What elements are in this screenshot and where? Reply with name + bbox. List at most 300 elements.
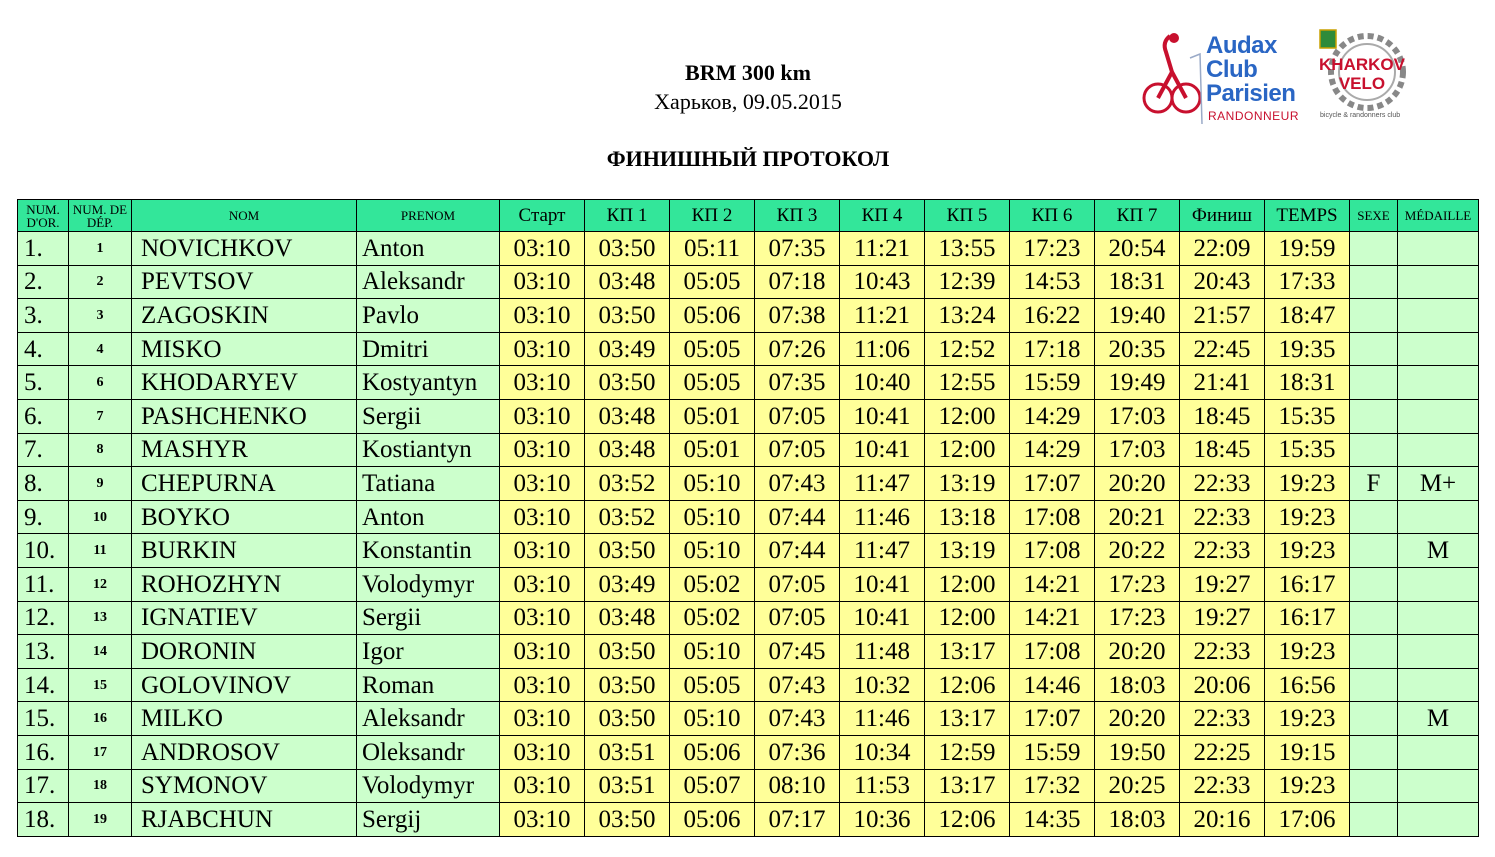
cell-medaille bbox=[1398, 567, 1479, 601]
document-header bbox=[0, 0, 1495, 195]
cell-kp3: 07:17 bbox=[755, 803, 840, 837]
cell-kp2: 05:10 bbox=[670, 534, 755, 568]
cell-kp4: 10:32 bbox=[840, 668, 925, 702]
cell-temps: 19:23 bbox=[1265, 500, 1350, 534]
acp-word-parisien: Parisien bbox=[1206, 80, 1296, 107]
cell-kp2: 05:05 bbox=[670, 366, 755, 400]
table-row bbox=[18, 467, 1479, 501]
cell-kp6: 17:08 bbox=[1010, 635, 1095, 669]
cell-dep: 16 bbox=[69, 702, 132, 736]
cell-ord: 12. bbox=[18, 601, 69, 635]
cell-sexe bbox=[1350, 399, 1398, 433]
cell-start: 03:10 bbox=[500, 534, 585, 568]
cell-temps: 16:17 bbox=[1265, 601, 1350, 635]
cell-dep: 10 bbox=[69, 500, 132, 534]
cell-kp1: 03:48 bbox=[585, 433, 670, 467]
cell-nom: MILKO bbox=[132, 702, 357, 736]
cell-kp5: 12:06 bbox=[925, 668, 1010, 702]
cell-kp3: 07:05 bbox=[755, 399, 840, 433]
cell-kp1: 03:48 bbox=[585, 399, 670, 433]
protocol-title: ФИНИШНЫЙ ПРОТОКОЛ bbox=[606, 146, 890, 171]
cell-kp1: 03:50 bbox=[585, 702, 670, 736]
col-header-kp2: КП 2 bbox=[670, 200, 755, 232]
cell-dep: 2 bbox=[69, 265, 132, 299]
kv-word-velo: VELO bbox=[1338, 74, 1386, 93]
cell-prenom: Konstantin bbox=[357, 534, 500, 568]
cell-ord: 17. bbox=[18, 769, 69, 803]
cell-prenom: Aleksandr bbox=[357, 702, 500, 736]
cell-kp7: 20:54 bbox=[1095, 232, 1180, 266]
cell-sexe bbox=[1350, 601, 1398, 635]
table-row bbox=[18, 534, 1479, 568]
cell-kp7: 18:03 bbox=[1095, 803, 1180, 837]
cell-prenom: Volodymyr bbox=[357, 567, 500, 601]
cell-kp3: 07:18 bbox=[755, 265, 840, 299]
cell-sexe bbox=[1350, 232, 1398, 266]
table-row bbox=[18, 366, 1479, 400]
cell-kp2: 05:10 bbox=[670, 500, 755, 534]
cell-temps: 19:23 bbox=[1265, 534, 1350, 568]
cell-ord: 11. bbox=[18, 567, 69, 601]
cell-finish: 21:41 bbox=[1180, 366, 1265, 400]
cell-prenom: Volodymyr bbox=[357, 769, 500, 803]
table-row bbox=[18, 332, 1479, 366]
cell-sexe bbox=[1350, 803, 1398, 837]
cell-temps: 19:23 bbox=[1265, 467, 1350, 501]
cell-nom: DORONIN bbox=[132, 635, 357, 669]
cell-start: 03:10 bbox=[500, 803, 585, 837]
cell-kp4: 10:41 bbox=[840, 399, 925, 433]
cell-kp5: 12:59 bbox=[925, 735, 1010, 769]
cell-temps: 16:56 bbox=[1265, 668, 1350, 702]
table-row bbox=[18, 769, 1479, 803]
col-header-kp6: КП 6 bbox=[1010, 200, 1095, 232]
cell-kp1: 03:51 bbox=[585, 769, 670, 803]
cell-kp2: 05:01 bbox=[670, 399, 755, 433]
cell-kp1: 03:50 bbox=[585, 534, 670, 568]
event-title: BRM 300 km bbox=[685, 60, 811, 85]
cell-kp3: 07:43 bbox=[755, 467, 840, 501]
cell-dep: 8 bbox=[69, 433, 132, 467]
cell-kp2: 05:02 bbox=[670, 567, 755, 601]
cell-dep: 14 bbox=[69, 635, 132, 669]
cell-kp1: 03:49 bbox=[585, 567, 670, 601]
cell-kp5: 13:24 bbox=[925, 299, 1010, 333]
cell-temps: 19:23 bbox=[1265, 769, 1350, 803]
cell-start: 03:10 bbox=[500, 332, 585, 366]
table-header-row bbox=[18, 200, 1479, 232]
cell-kp6: 14:21 bbox=[1010, 601, 1095, 635]
cell-nom: GOLOVINOV bbox=[132, 668, 357, 702]
cell-medaille bbox=[1398, 399, 1479, 433]
cell-medaille bbox=[1398, 735, 1479, 769]
cell-start: 03:10 bbox=[500, 232, 585, 266]
cell-kp5: 12:00 bbox=[925, 399, 1010, 433]
table-row bbox=[18, 702, 1479, 736]
cell-kp1: 03:52 bbox=[585, 500, 670, 534]
cell-start: 03:10 bbox=[500, 635, 585, 669]
cell-medaille bbox=[1398, 500, 1479, 534]
cell-kp2: 05:02 bbox=[670, 601, 755, 635]
cell-nom: MISKO bbox=[132, 332, 357, 366]
cell-start: 03:10 bbox=[500, 467, 585, 501]
cell-kp4: 11:46 bbox=[840, 500, 925, 534]
table-row bbox=[18, 500, 1479, 534]
cell-kp2: 05:05 bbox=[670, 265, 755, 299]
cell-kp4: 10:36 bbox=[840, 803, 925, 837]
cell-finish: 22:33 bbox=[1180, 702, 1265, 736]
cell-ord: 8. bbox=[18, 467, 69, 501]
cell-prenom: Sergii bbox=[357, 399, 500, 433]
cell-kp3: 07:05 bbox=[755, 567, 840, 601]
cell-kp2: 05:10 bbox=[670, 702, 755, 736]
cell-kp7: 20:35 bbox=[1095, 332, 1180, 366]
col-header-kp3: КП 3 bbox=[755, 200, 840, 232]
table-row bbox=[18, 433, 1479, 467]
cell-finish: 20:06 bbox=[1180, 668, 1265, 702]
cell-kp5: 13:19 bbox=[925, 534, 1010, 568]
cell-prenom: Aleksandr bbox=[357, 265, 500, 299]
cell-nom: NOVICHKOV bbox=[132, 232, 357, 266]
cell-prenom: Dmitri bbox=[357, 332, 500, 366]
cell-nom: PASHCHENKO bbox=[132, 399, 357, 433]
cell-dep: 17 bbox=[69, 735, 132, 769]
cell-finish: 19:27 bbox=[1180, 601, 1265, 635]
cell-start: 03:10 bbox=[500, 265, 585, 299]
cell-medaille bbox=[1398, 232, 1479, 266]
cell-finish: 22:33 bbox=[1180, 500, 1265, 534]
cell-kp2: 05:07 bbox=[670, 769, 755, 803]
cell-sexe: F bbox=[1350, 467, 1398, 501]
cell-ord: 13. bbox=[18, 635, 69, 669]
cell-medaille bbox=[1398, 769, 1479, 803]
col-header-num-dep: NUM. DE DÉP. bbox=[69, 200, 132, 232]
cell-kp7: 19:40 bbox=[1095, 299, 1180, 333]
cell-dep: 18 bbox=[69, 769, 132, 803]
col-header-sexe: SEXE bbox=[1350, 200, 1398, 232]
cell-start: 03:10 bbox=[500, 769, 585, 803]
cell-kp4: 11:48 bbox=[840, 635, 925, 669]
cell-kp2: 05:05 bbox=[670, 668, 755, 702]
cell-kp6: 15:59 bbox=[1010, 735, 1095, 769]
cell-kp7: 17:23 bbox=[1095, 567, 1180, 601]
cell-kp2: 05:05 bbox=[670, 332, 755, 366]
cell-finish: 21:57 bbox=[1180, 299, 1265, 333]
cell-temps: 19:23 bbox=[1265, 635, 1350, 669]
cell-kp6: 16:22 bbox=[1010, 299, 1095, 333]
cell-kp3: 07:45 bbox=[755, 635, 840, 669]
cell-kp3: 07:43 bbox=[755, 702, 840, 736]
cell-ord: 14. bbox=[18, 668, 69, 702]
cell-ord: 6. bbox=[18, 399, 69, 433]
cell-kp5: 12:00 bbox=[925, 433, 1010, 467]
cell-kp7: 20:20 bbox=[1095, 467, 1180, 501]
cell-prenom: Sergii bbox=[357, 601, 500, 635]
cell-kp7: 20:20 bbox=[1095, 702, 1180, 736]
cell-start: 03:10 bbox=[500, 702, 585, 736]
cell-sexe bbox=[1350, 702, 1398, 736]
kv-word-kharkov: KHARKOV bbox=[1319, 55, 1405, 74]
cell-ord: 2. bbox=[18, 265, 69, 299]
cell-kp7: 20:22 bbox=[1095, 534, 1180, 568]
cell-finish: 18:45 bbox=[1180, 399, 1265, 433]
col-header-kp4: КП 4 bbox=[840, 200, 925, 232]
table-row bbox=[18, 399, 1479, 433]
cell-nom: MASHYR bbox=[132, 433, 357, 467]
cell-sexe bbox=[1350, 433, 1398, 467]
cell-finish: 22:33 bbox=[1180, 467, 1265, 501]
cell-finish: 20:16 bbox=[1180, 803, 1265, 837]
cell-prenom: Tatiana bbox=[357, 467, 500, 501]
cyclist-icon bbox=[1140, 28, 1210, 128]
cell-finish: 20:43 bbox=[1180, 265, 1265, 299]
cell-kp6: 14:29 bbox=[1010, 399, 1095, 433]
col-header-kp1: КП 1 bbox=[585, 200, 670, 232]
cell-finish: 22:33 bbox=[1180, 534, 1265, 568]
cell-sexe bbox=[1350, 567, 1398, 601]
cell-ord: 16. bbox=[18, 735, 69, 769]
kharkov-velo-logo bbox=[1312, 26, 1412, 126]
cell-kp3: 07:05 bbox=[755, 601, 840, 635]
cell-temps: 18:31 bbox=[1265, 366, 1350, 400]
cell-temps: 19:23 bbox=[1265, 702, 1350, 736]
audax-club-parisien-logo bbox=[1140, 28, 1310, 128]
cell-medaille bbox=[1398, 433, 1479, 467]
cell-medaille: M bbox=[1398, 534, 1479, 568]
table-row bbox=[18, 803, 1479, 837]
cell-kp5: 13:17 bbox=[925, 702, 1010, 736]
table-row bbox=[18, 265, 1479, 299]
cell-kp6: 17:32 bbox=[1010, 769, 1095, 803]
cell-start: 03:10 bbox=[500, 299, 585, 333]
cell-sexe bbox=[1350, 635, 1398, 669]
cell-medaille bbox=[1398, 601, 1479, 635]
cell-temps: 19:15 bbox=[1265, 735, 1350, 769]
cell-medaille bbox=[1398, 332, 1479, 366]
cell-kp2: 05:01 bbox=[670, 433, 755, 467]
cell-finish: 18:45 bbox=[1180, 433, 1265, 467]
cell-start: 03:10 bbox=[500, 601, 585, 635]
cell-kp6: 17:18 bbox=[1010, 332, 1095, 366]
cell-start: 03:10 bbox=[500, 567, 585, 601]
cell-kp5: 12:55 bbox=[925, 366, 1010, 400]
cell-medaille bbox=[1398, 366, 1479, 400]
cell-kp1: 03:51 bbox=[585, 735, 670, 769]
cell-finish: 22:09 bbox=[1180, 232, 1265, 266]
cell-kp4: 10:41 bbox=[840, 601, 925, 635]
cell-dep: 9 bbox=[69, 467, 132, 501]
cell-medaille: M+ bbox=[1398, 467, 1479, 501]
cell-sexe bbox=[1350, 299, 1398, 333]
table-row bbox=[18, 668, 1479, 702]
cell-kp6: 14:29 bbox=[1010, 433, 1095, 467]
cell-kp5: 12:00 bbox=[925, 567, 1010, 601]
cell-nom: KHODARYEV bbox=[132, 366, 357, 400]
cell-kp7: 17:23 bbox=[1095, 601, 1180, 635]
cell-kp4: 11:53 bbox=[840, 769, 925, 803]
cell-nom: BURKIN bbox=[132, 534, 357, 568]
cell-kp3: 07:44 bbox=[755, 500, 840, 534]
cell-kp5: 12:06 bbox=[925, 803, 1010, 837]
cell-nom: BOYKO bbox=[132, 500, 357, 534]
col-header-kp5: КП 5 bbox=[925, 200, 1010, 232]
cell-kp6: 17:08 bbox=[1010, 534, 1095, 568]
cell-kp6: 15:59 bbox=[1010, 366, 1095, 400]
cell-kp1: 03:50 bbox=[585, 635, 670, 669]
cell-kp3: 07:05 bbox=[755, 433, 840, 467]
cell-dep: 15 bbox=[69, 668, 132, 702]
cell-nom: ANDROSOV bbox=[132, 735, 357, 769]
place-date: Харьков, 09.05.2015 bbox=[654, 89, 842, 114]
cell-kp3: 07:44 bbox=[755, 534, 840, 568]
cell-kp2: 05:10 bbox=[670, 635, 755, 669]
cell-prenom: Anton bbox=[357, 500, 500, 534]
cell-dep: 19 bbox=[69, 803, 132, 837]
table-row bbox=[18, 299, 1479, 333]
cell-ord: 1. bbox=[18, 232, 69, 266]
cell-sexe bbox=[1350, 769, 1398, 803]
cell-ord: 10. bbox=[18, 534, 69, 568]
cell-ord: 9. bbox=[18, 500, 69, 534]
cell-kp2: 05:06 bbox=[670, 803, 755, 837]
cell-kp6: 14:35 bbox=[1010, 803, 1095, 837]
cell-dep: 1 bbox=[69, 232, 132, 266]
cell-kp4: 10:34 bbox=[840, 735, 925, 769]
cell-prenom: Pavlo bbox=[357, 299, 500, 333]
cell-ord: 7. bbox=[18, 433, 69, 467]
cell-medaille bbox=[1398, 265, 1479, 299]
cell-kp7: 17:03 bbox=[1095, 433, 1180, 467]
cell-temps: 16:17 bbox=[1265, 567, 1350, 601]
table-row bbox=[18, 567, 1479, 601]
cell-kp5: 12:52 bbox=[925, 332, 1010, 366]
cell-finish: 19:27 bbox=[1180, 567, 1265, 601]
cell-sexe bbox=[1350, 668, 1398, 702]
cell-kp1: 03:50 bbox=[585, 366, 670, 400]
cell-dep: 12 bbox=[69, 567, 132, 601]
acp-word-club: Club bbox=[1206, 56, 1258, 83]
cell-prenom: Sergij bbox=[357, 803, 500, 837]
cell-kp4: 11:06 bbox=[840, 332, 925, 366]
cell-kp4: 11:47 bbox=[840, 534, 925, 568]
cell-kp4: 11:46 bbox=[840, 702, 925, 736]
cell-medaille bbox=[1398, 635, 1479, 669]
cell-kp2: 05:10 bbox=[670, 467, 755, 501]
cell-kp1: 03:52 bbox=[585, 467, 670, 501]
cell-kp1: 03:49 bbox=[585, 332, 670, 366]
cell-kp3: 07:35 bbox=[755, 232, 840, 266]
cell-temps: 17:06 bbox=[1265, 803, 1350, 837]
cell-nom: ZAGOSKIN bbox=[132, 299, 357, 333]
cell-nom: SYMONOV bbox=[132, 769, 357, 803]
cell-temps: 18:47 bbox=[1265, 299, 1350, 333]
cell-sexe bbox=[1350, 366, 1398, 400]
cell-kp3: 07:36 bbox=[755, 735, 840, 769]
cell-nom: PEVTSOV bbox=[132, 265, 357, 299]
cell-dep: 3 bbox=[69, 299, 132, 333]
cell-finish: 22:33 bbox=[1180, 635, 1265, 669]
cell-kp4: 11:21 bbox=[840, 232, 925, 266]
col-header-kp7: КП 7 bbox=[1095, 200, 1180, 232]
cell-prenom: Roman bbox=[357, 668, 500, 702]
cell-kp1: 03:50 bbox=[585, 668, 670, 702]
cell-sexe bbox=[1350, 534, 1398, 568]
cell-ord: 15. bbox=[18, 702, 69, 736]
cell-kp5: 13:55 bbox=[925, 232, 1010, 266]
cell-kp1: 03:48 bbox=[585, 601, 670, 635]
col-header-prenom: PRENOM bbox=[357, 200, 500, 232]
col-header-temps: TEMPS bbox=[1265, 200, 1350, 232]
results-table bbox=[17, 199, 1479, 837]
cell-kp6: 17:07 bbox=[1010, 467, 1095, 501]
col-header-finish: Финиш bbox=[1180, 200, 1265, 232]
cell-ord: 4. bbox=[18, 332, 69, 366]
cell-start: 03:10 bbox=[500, 366, 585, 400]
cell-kp5: 12:39 bbox=[925, 265, 1010, 299]
cell-kp5: 13:19 bbox=[925, 467, 1010, 501]
cell-kp3: 08:10 bbox=[755, 769, 840, 803]
cell-kp7: 20:25 bbox=[1095, 769, 1180, 803]
cell-dep: 7 bbox=[69, 399, 132, 433]
cell-start: 03:10 bbox=[500, 735, 585, 769]
cell-kp7: 20:20 bbox=[1095, 635, 1180, 669]
cell-kp1: 03:50 bbox=[585, 232, 670, 266]
acp-word-randonneur: RANDONNEUR bbox=[1208, 109, 1300, 123]
cell-kp4: 11:47 bbox=[840, 467, 925, 501]
cell-start: 03:10 bbox=[500, 500, 585, 534]
cell-kp5: 12:00 bbox=[925, 601, 1010, 635]
cell-temps: 15:35 bbox=[1265, 399, 1350, 433]
cell-kp4: 10:43 bbox=[840, 265, 925, 299]
cell-kp1: 03:48 bbox=[585, 265, 670, 299]
table-row bbox=[18, 735, 1479, 769]
table-row bbox=[18, 601, 1479, 635]
cell-prenom: Anton bbox=[357, 232, 500, 266]
cell-kp5: 13:17 bbox=[925, 769, 1010, 803]
cell-prenom: Oleksandr bbox=[357, 735, 500, 769]
cell-medaille bbox=[1398, 668, 1479, 702]
col-header-nom: NOM bbox=[132, 200, 357, 232]
cell-finish: 22:25 bbox=[1180, 735, 1265, 769]
table-row bbox=[18, 232, 1479, 266]
cell-dep: 11 bbox=[69, 534, 132, 568]
cell-dep: 13 bbox=[69, 601, 132, 635]
cell-kp7: 17:03 bbox=[1095, 399, 1180, 433]
cell-prenom: Igor bbox=[357, 635, 500, 669]
cell-ord: 5. bbox=[18, 366, 69, 400]
col-header-start: Старт bbox=[500, 200, 585, 232]
cell-kp2: 05:11 bbox=[670, 232, 755, 266]
cell-kp6: 17:23 bbox=[1010, 232, 1095, 266]
cell-kp4: 10:41 bbox=[840, 433, 925, 467]
cell-kp5: 13:17 bbox=[925, 635, 1010, 669]
cell-sexe bbox=[1350, 265, 1398, 299]
cell-nom: IGNATIEV bbox=[132, 601, 357, 635]
cell-finish: 22:45 bbox=[1180, 332, 1265, 366]
cell-medaille: M bbox=[1398, 702, 1479, 736]
cell-temps: 19:35 bbox=[1265, 332, 1350, 366]
cell-medaille bbox=[1398, 299, 1479, 333]
cell-kp7: 19:50 bbox=[1095, 735, 1180, 769]
cell-sexe bbox=[1350, 735, 1398, 769]
cell-kp6: 17:08 bbox=[1010, 500, 1095, 534]
cell-ord: 18. bbox=[18, 803, 69, 837]
cell-prenom: Kostiantyn bbox=[357, 433, 500, 467]
cell-nom: ROHOZHYN bbox=[132, 567, 357, 601]
cell-nom: CHEPURNA bbox=[132, 467, 357, 501]
cell-kp7: 20:21 bbox=[1095, 500, 1180, 534]
cell-ord: 3. bbox=[18, 299, 69, 333]
